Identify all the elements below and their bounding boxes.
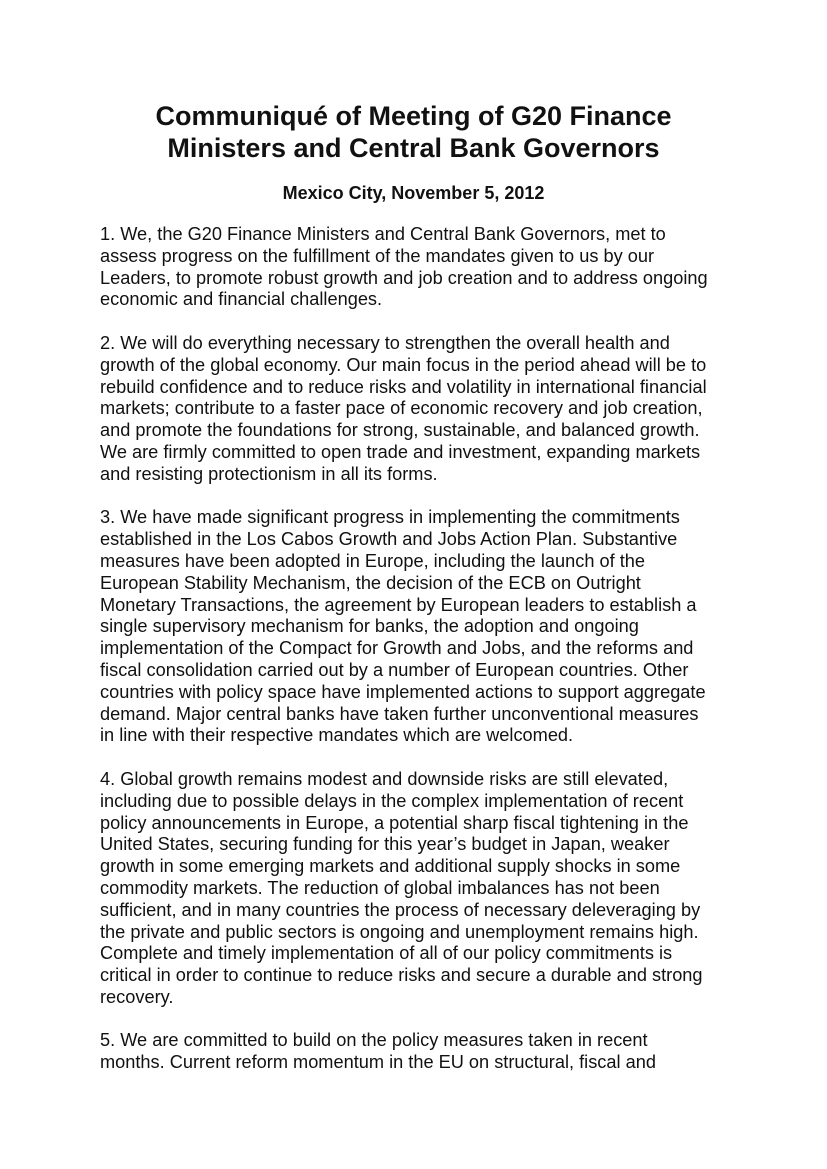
paragraph-1 [100,224,740,311]
text-line: demand. Major central banks have taken further unconventional measures [100,703,699,724]
text-line: in line with their respective mandates which are welcomed. [100,725,574,746]
document-title [0,100,827,164]
text-line: growth in some emerging markets and additional supply shocks in some [100,856,681,877]
paragraph-3 [100,507,740,747]
text-line: Monetary Transactions, the agreement by European leaders to establish a [100,594,697,615]
text-line: 5. We are committed to build on the policy measures taken in recent [100,1030,648,1051]
text-line: and promote the foundations for strong, sustainable, and balanced growth. [100,420,700,441]
text-line: single supervisory mechanism for banks, the adoption and ongoing [100,616,639,637]
text-line: Leaders, to promote robust growth and job creation and to address ongoing [100,267,708,288]
text-line: United States, securing funding for this year’s budget in Japan, weaker [100,834,670,855]
text-line: fiscal consolidation carried out by a number of European countries. Other [100,659,689,680]
text-line: critical in order to continue to reduce risks and secure a durable and strong [100,965,703,986]
paragraph-5 [100,1030,740,1074]
paragraph-2 [100,333,740,486]
text-line: countries with policy space have implemented actions to support aggregate [100,681,706,702]
text-line: markets; contribute to a faster pace of economic recovery and job creation, [100,398,703,419]
text-line: measures have been adopted in Europe, including the launch of the [100,550,646,571]
text-line: growth of the global economy. Our main focus in the period ahead will be to [100,354,707,375]
text-line: 2. We will do everything necessary to strengthen the overall health and [100,332,670,353]
text-line: 1. We, the G20 Finance Ministers and Central Bank Governors, met to [100,224,666,244]
document-subtitle: Mexico City, November 5, 2012 [282,183,545,203]
text-line: policy announcements in Europe, a potential sharp fiscal tightening in the [100,812,689,833]
text-line: 3. We have made significant progress in implementing the commitments [100,507,680,528]
text-line: months. Current reform momentum in the EU on structural, fiscal and [100,1052,656,1073]
paragraph-4 [100,769,740,1009]
text-line: sufficient, and in many countries the process of necessary deleveraging by [100,899,701,920]
text-line: 4. Global growth remains modest and downside risks are still elevated, [100,768,669,789]
title-line: Communiqué of Meeting of G20 Finance [155,101,672,131]
text-line: rebuild confidence and to reduce risks and volatility in international financial [100,376,707,397]
text-line: established in the Los Cabos Growth and Jobs Action Plan. Substantive [100,529,678,550]
text-line: assess progress on the fulfillment of the mandates given to us by our [100,245,655,266]
text-line: Complete and timely implementation of all of our policy commitments is [100,943,673,964]
text-line: and resisting protectionism in all its forms. [100,463,438,484]
title-line: Ministers and Central Bank Governors [167,133,660,163]
text-line: We are firmly committed to open trade and investment, expanding markets [100,441,701,462]
text-line: implementation of the Compact for Growth and Jobs, and the reforms and [100,638,694,659]
text-line: commodity markets. The reduction of global imbalances has not been [100,877,660,898]
text-line: including due to possible delays in the complex implementation of recent [100,790,684,811]
text-line: economic and financial challenges. [100,289,383,310]
text-line: European Stability Mechanism, the decision of the ECB on Outright [100,572,641,593]
text-line: recovery. [100,986,174,1007]
document-body [100,224,740,1096]
text-line: the private and public sectors is ongoing and unemployment remains high. [100,921,699,942]
